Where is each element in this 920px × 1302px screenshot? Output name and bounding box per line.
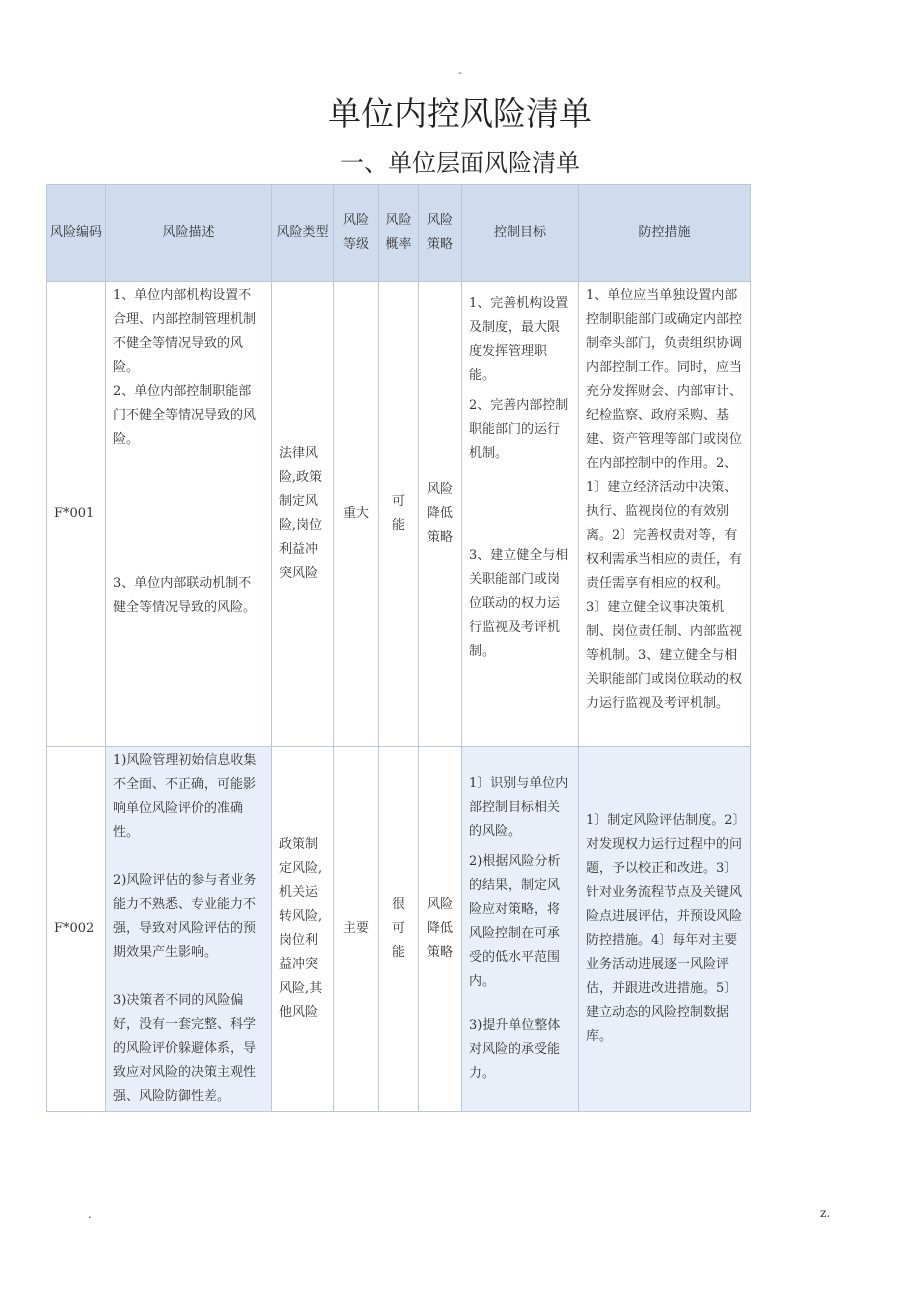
risk-probability: 可能 [379, 282, 419, 747]
header-mark: - [458, 66, 462, 79]
risk-level: 重大 [334, 282, 379, 747]
footer-right-mark: z. [820, 1206, 831, 1220]
desc-item: 1、单位内部机构设置不合理、内部控制管理机制不健全等情况导致的风险。 [113, 288, 257, 375]
risk-code: F*002 [47, 747, 106, 1112]
risk-code: F*001 [47, 282, 106, 747]
footer-left-mark: . [88, 1208, 92, 1221]
control-goals [462, 747, 579, 1112]
risk-type: 法律风险,政策制定风险,岗位利益冲突风险 [272, 282, 334, 747]
header-desc: 风险描述 [106, 185, 272, 282]
goal-item: 1〕识别与单位内部控制目标相关的风险。 [469, 776, 569, 839]
risk-probability: 很可能 [379, 747, 419, 1112]
goal-item: 1、完善机构设置及制度，最大限度发挥管理职能。 [469, 296, 569, 383]
goal-item: 3、建立健全与相关职能部门或岗位联动的权力运行监视及考评机制。 [469, 548, 569, 659]
control-measures: 1、单位应当单独设置内部控制职能部门或确定内部控制牵头部门，负责组织协调内部控制工作。同时，应当充分发挥财会、内部审计、纪检监察、政府采购、基建、资产管理等部门或岗位在内部控制中的作用。2、1〕建立经济活动中决策、执行、监视岗位的有效别离。2〕完善权责对等，有权利需承当相应的责任，有责任需享有相应的权利。3〕建立健全议事决策机制、岗位责任制、内部监视等机制。3、建立健全与相关职能部门或岗位联动的权力运行监视及考评机制。 [579, 282, 751, 747]
header-strategy: 风险策略 [419, 185, 462, 282]
table-header-row [47, 185, 751, 282]
risk-type: 政策制定风险,机关运转风险,岗位利益冲突风险,其他风险 [272, 747, 334, 1112]
section-subtitle: 一、单位层面风险清单 [340, 149, 580, 177]
header-code: 风险编码 [47, 185, 106, 282]
table-row [47, 747, 751, 1112]
risk-strategy: 风险降低策略 [419, 282, 462, 747]
control-goals [462, 282, 579, 747]
goal-item: 2、完善内部控制职能部门的运行机制。 [469, 398, 569, 461]
goal-item: 3)提升单位整体对风险的承受能力。 [469, 1018, 561, 1081]
header-prob: 风险概率 [379, 185, 419, 282]
page-title: 单位内控风险清单 [328, 94, 592, 133]
risk-description [106, 747, 272, 1112]
risk-strategy: 风险降低策略 [419, 747, 462, 1112]
desc-item: 2)风险评估的参与者业务能力不熟悉、专业能力不强，导致对风险评估的预期效果产生影响。 [113, 873, 257, 960]
goal-item: 2)根据风险分析的结果，制定风险应对策略，将风险控制在可承受的低水平范围内。 [469, 854, 561, 989]
risk-table [46, 184, 751, 1112]
desc-item: 3、单位内部联动机制不健全等情况导致的风险。 [113, 576, 257, 615]
desc-item: 2、单位内部控制职能部门不健全等情况导致的风险。 [113, 384, 257, 447]
header-level: 风险等级 [334, 185, 379, 282]
header-type: 风险类型 [272, 185, 334, 282]
control-measures: 1〕制定风险评估制度。2〕对发现权力运行过程中的问题，予以校正和改进。3〕针对业务流程节点及关键风险点进展评估，并预设风险防控措施。4〕每年对主要业务活动进展逐一风险评估，并跟进改进措施。5〕建立动态的风险控制数据库。 [579, 747, 751, 1112]
desc-item: 1)风险管理初始信息收集不全面、不正确，可能影响单位风险评价的准确性。 [113, 753, 257, 840]
risk-description [106, 282, 272, 747]
desc-item: 3)决策者不同的风险偏好，没有一套完整、科学的风险评价躲避体系，导致应对风险的决策主观性强、风险防御性差。 [113, 993, 257, 1104]
table-row [47, 282, 751, 747]
risk-level: 主要 [334, 747, 379, 1112]
header-goal: 控制目标 [462, 185, 579, 282]
header-measures: 防控措施 [579, 185, 751, 282]
